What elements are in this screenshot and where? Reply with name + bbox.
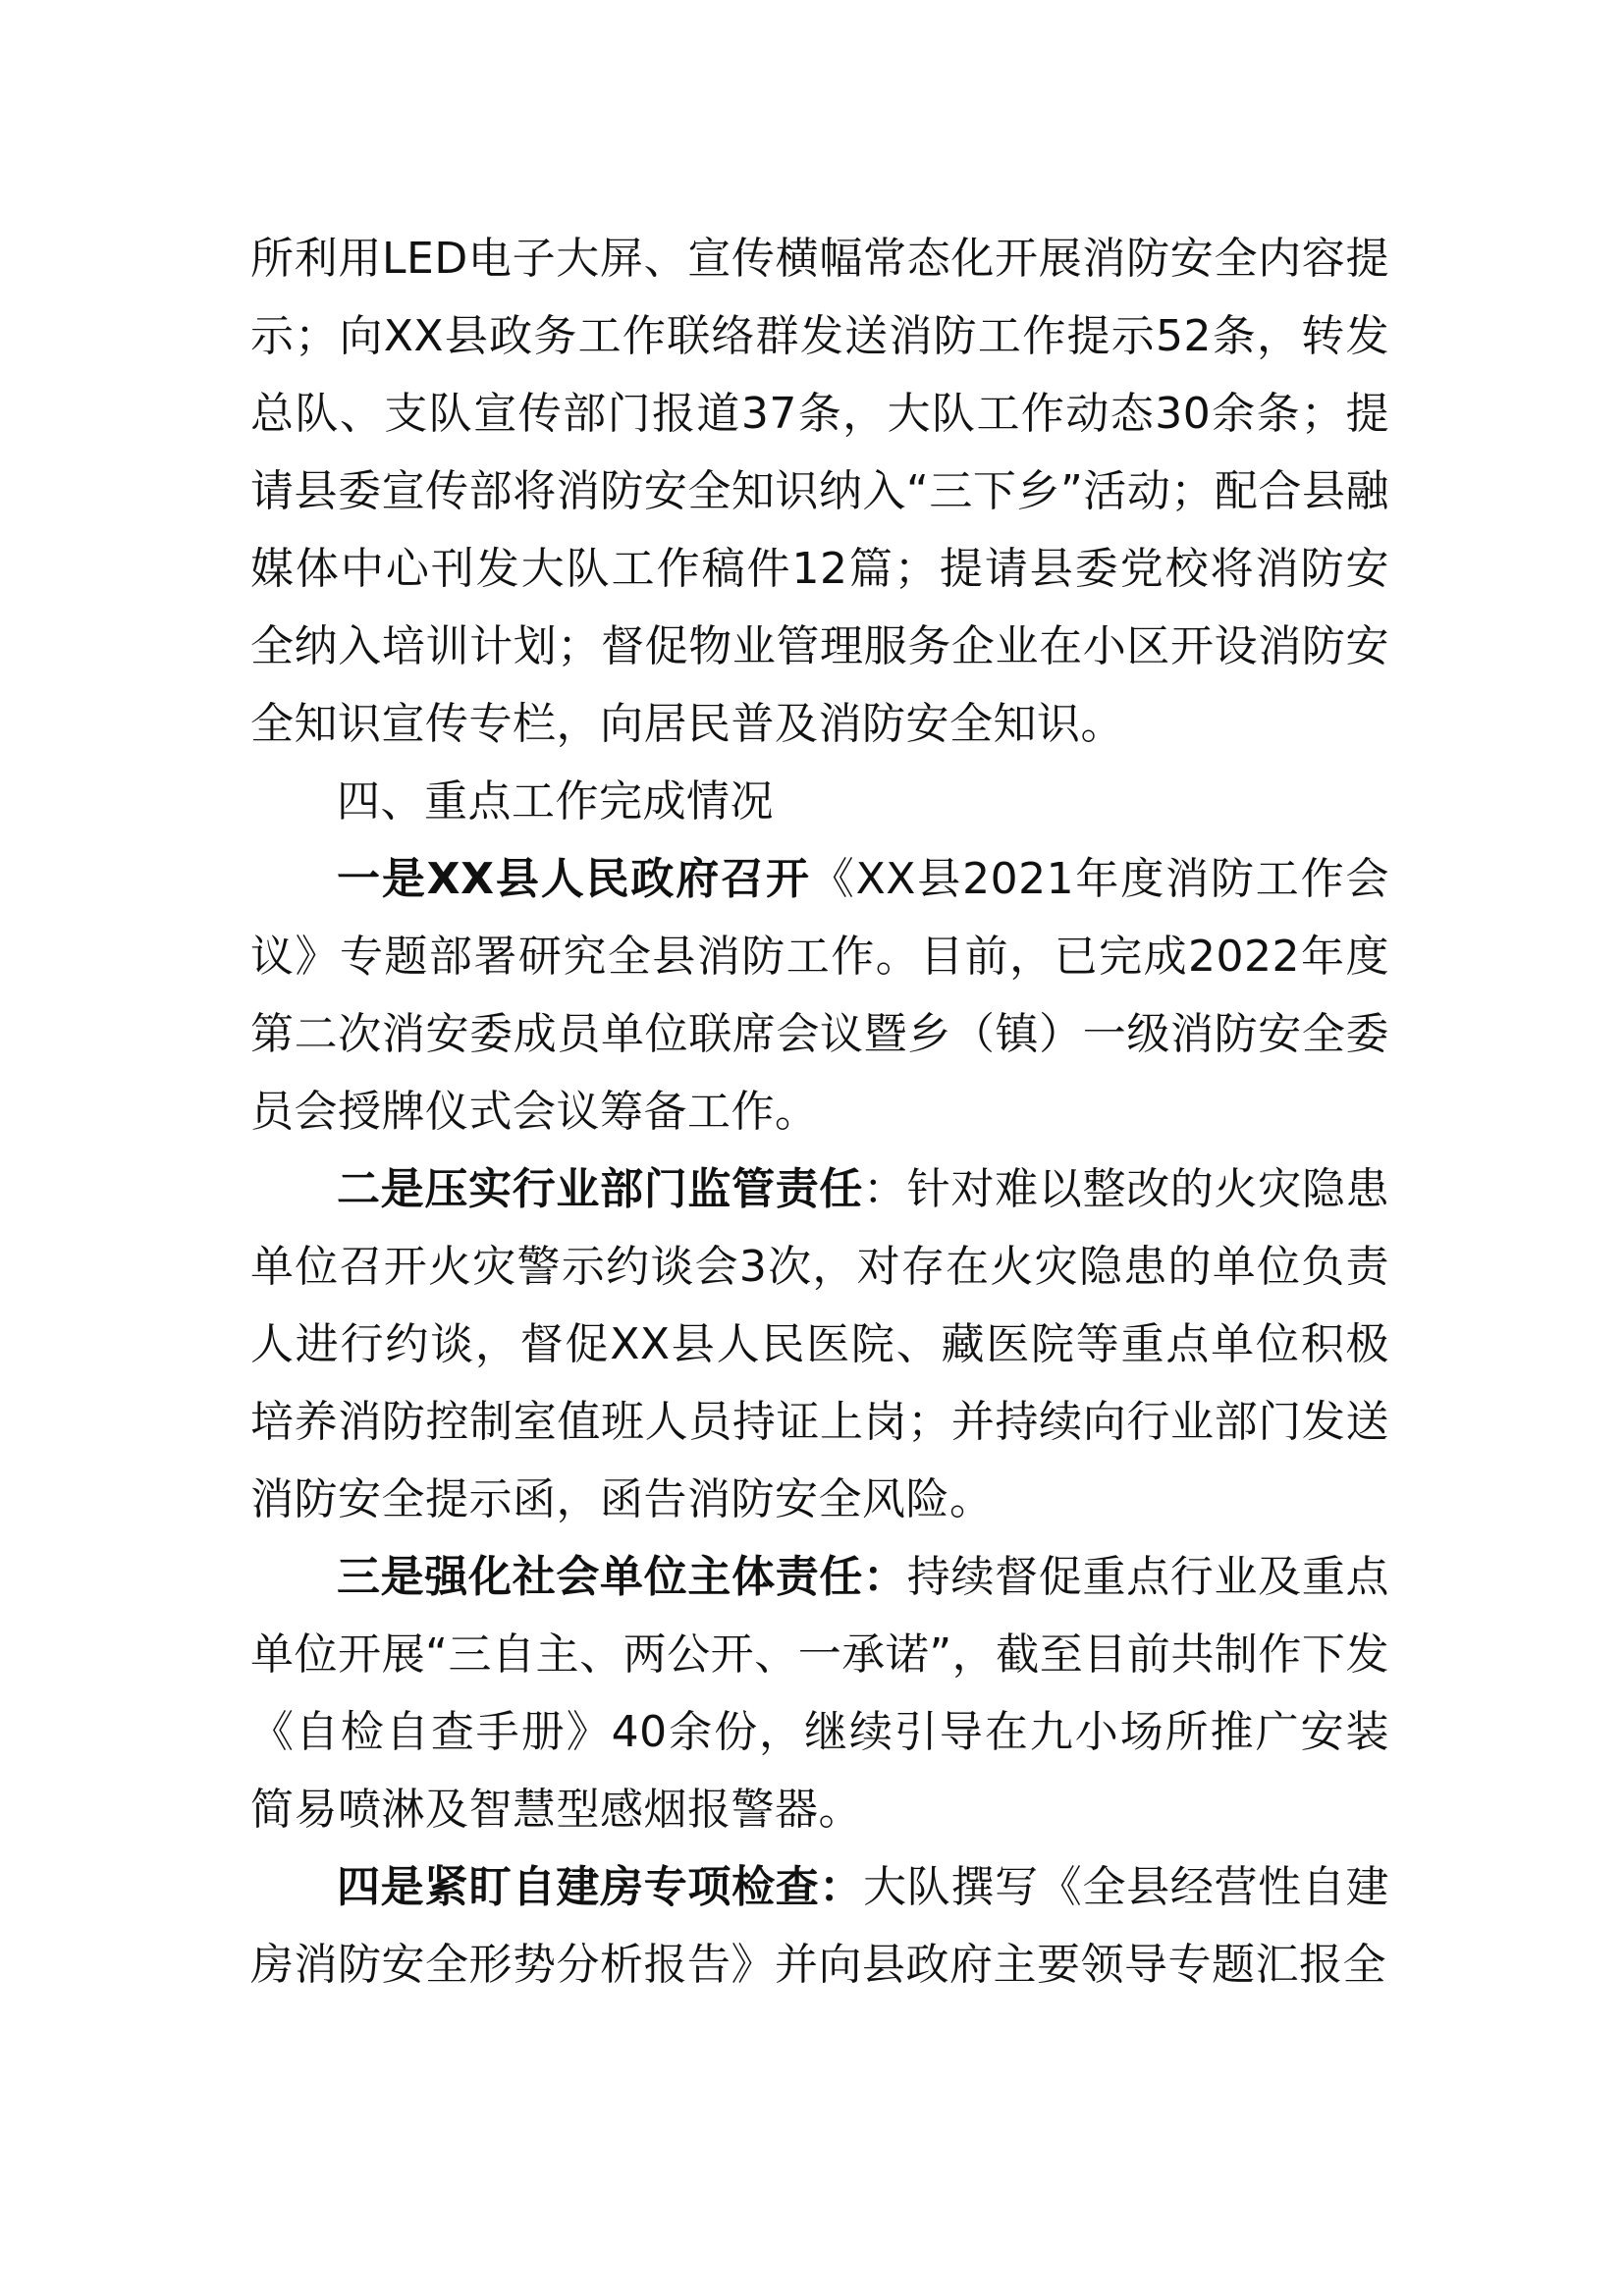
paragraph-item-3 — [250, 1538, 1389, 1848]
paragraph-publicity: 所利用LED电子大屏、宣传横幅常态化开展消防安全内容提示；向XX县政务工作联络群发送消防工作提示52条，转发总队、支队宣传部门报道37条，大队工作动态30余条；提请县委宣传部将消防安全知识纳入“三下乡”活动；配合县融媒体中心刊发大队工作稿件12篇；提请县委党校将消防安全纳入培训计划；督促物业管理服务企业在小区开设消防安全知识宣传专栏，向居民普及消防安全知识。 — [250, 234, 1389, 749]
item-2-lead: 二是压实行业部门监管责任 — [337, 1164, 864, 1214]
paragraph-item-2 — [250, 1150, 1389, 1538]
item-1-body: 《XX县2021年度消防工作会议》专题部署研究全县消防工作。目前，已完成2022年度第二次消安委成员单位联席会议暨乡（镇）一级消防安全委员会授牌仪式会议筹备工作。 — [250, 854, 1389, 1137]
item-3-lead: 三是强化社会单位主体责任： — [337, 1552, 907, 1602]
item-2-body: ：针对难以整改的火灾隐患单位召开火灾警示约谈会3次，对存在火灾隐患的单位负责人进行约谈，督促XX县人民医院、藏医院等重点单位积极培养消防控制室值班人员持证上岗；并持续向行业部门发送消防安全提示函，函告消防安全风险。 — [250, 1164, 1390, 1524]
item-3-body: 持续督促重点行业及重点单位开展“三自主、两公开、一承诺”，截至目前共制作下发《自检自查手册》40余份，继续引导在九小场所推广安装简易喷淋及智慧型感烟报警器。 — [250, 1552, 1390, 1835]
document-page — [250, 220, 1389, 2003]
paragraph-item-1 — [250, 840, 1389, 1150]
section-heading: 四、重点工作完成情况 — [337, 776, 774, 827]
item-4-lead: 四是紧盯自建房专项检查： — [337, 1862, 864, 1912]
paragraph-item-4 — [250, 1848, 1389, 2003]
item-4-body: 大队撰写《全县经营性自建房消防安全形势分析报告》并向县政府主要领导专题汇报全 — [250, 1862, 1390, 1990]
item-1-lead: 一是XX县人民政府召开 — [337, 854, 811, 904]
